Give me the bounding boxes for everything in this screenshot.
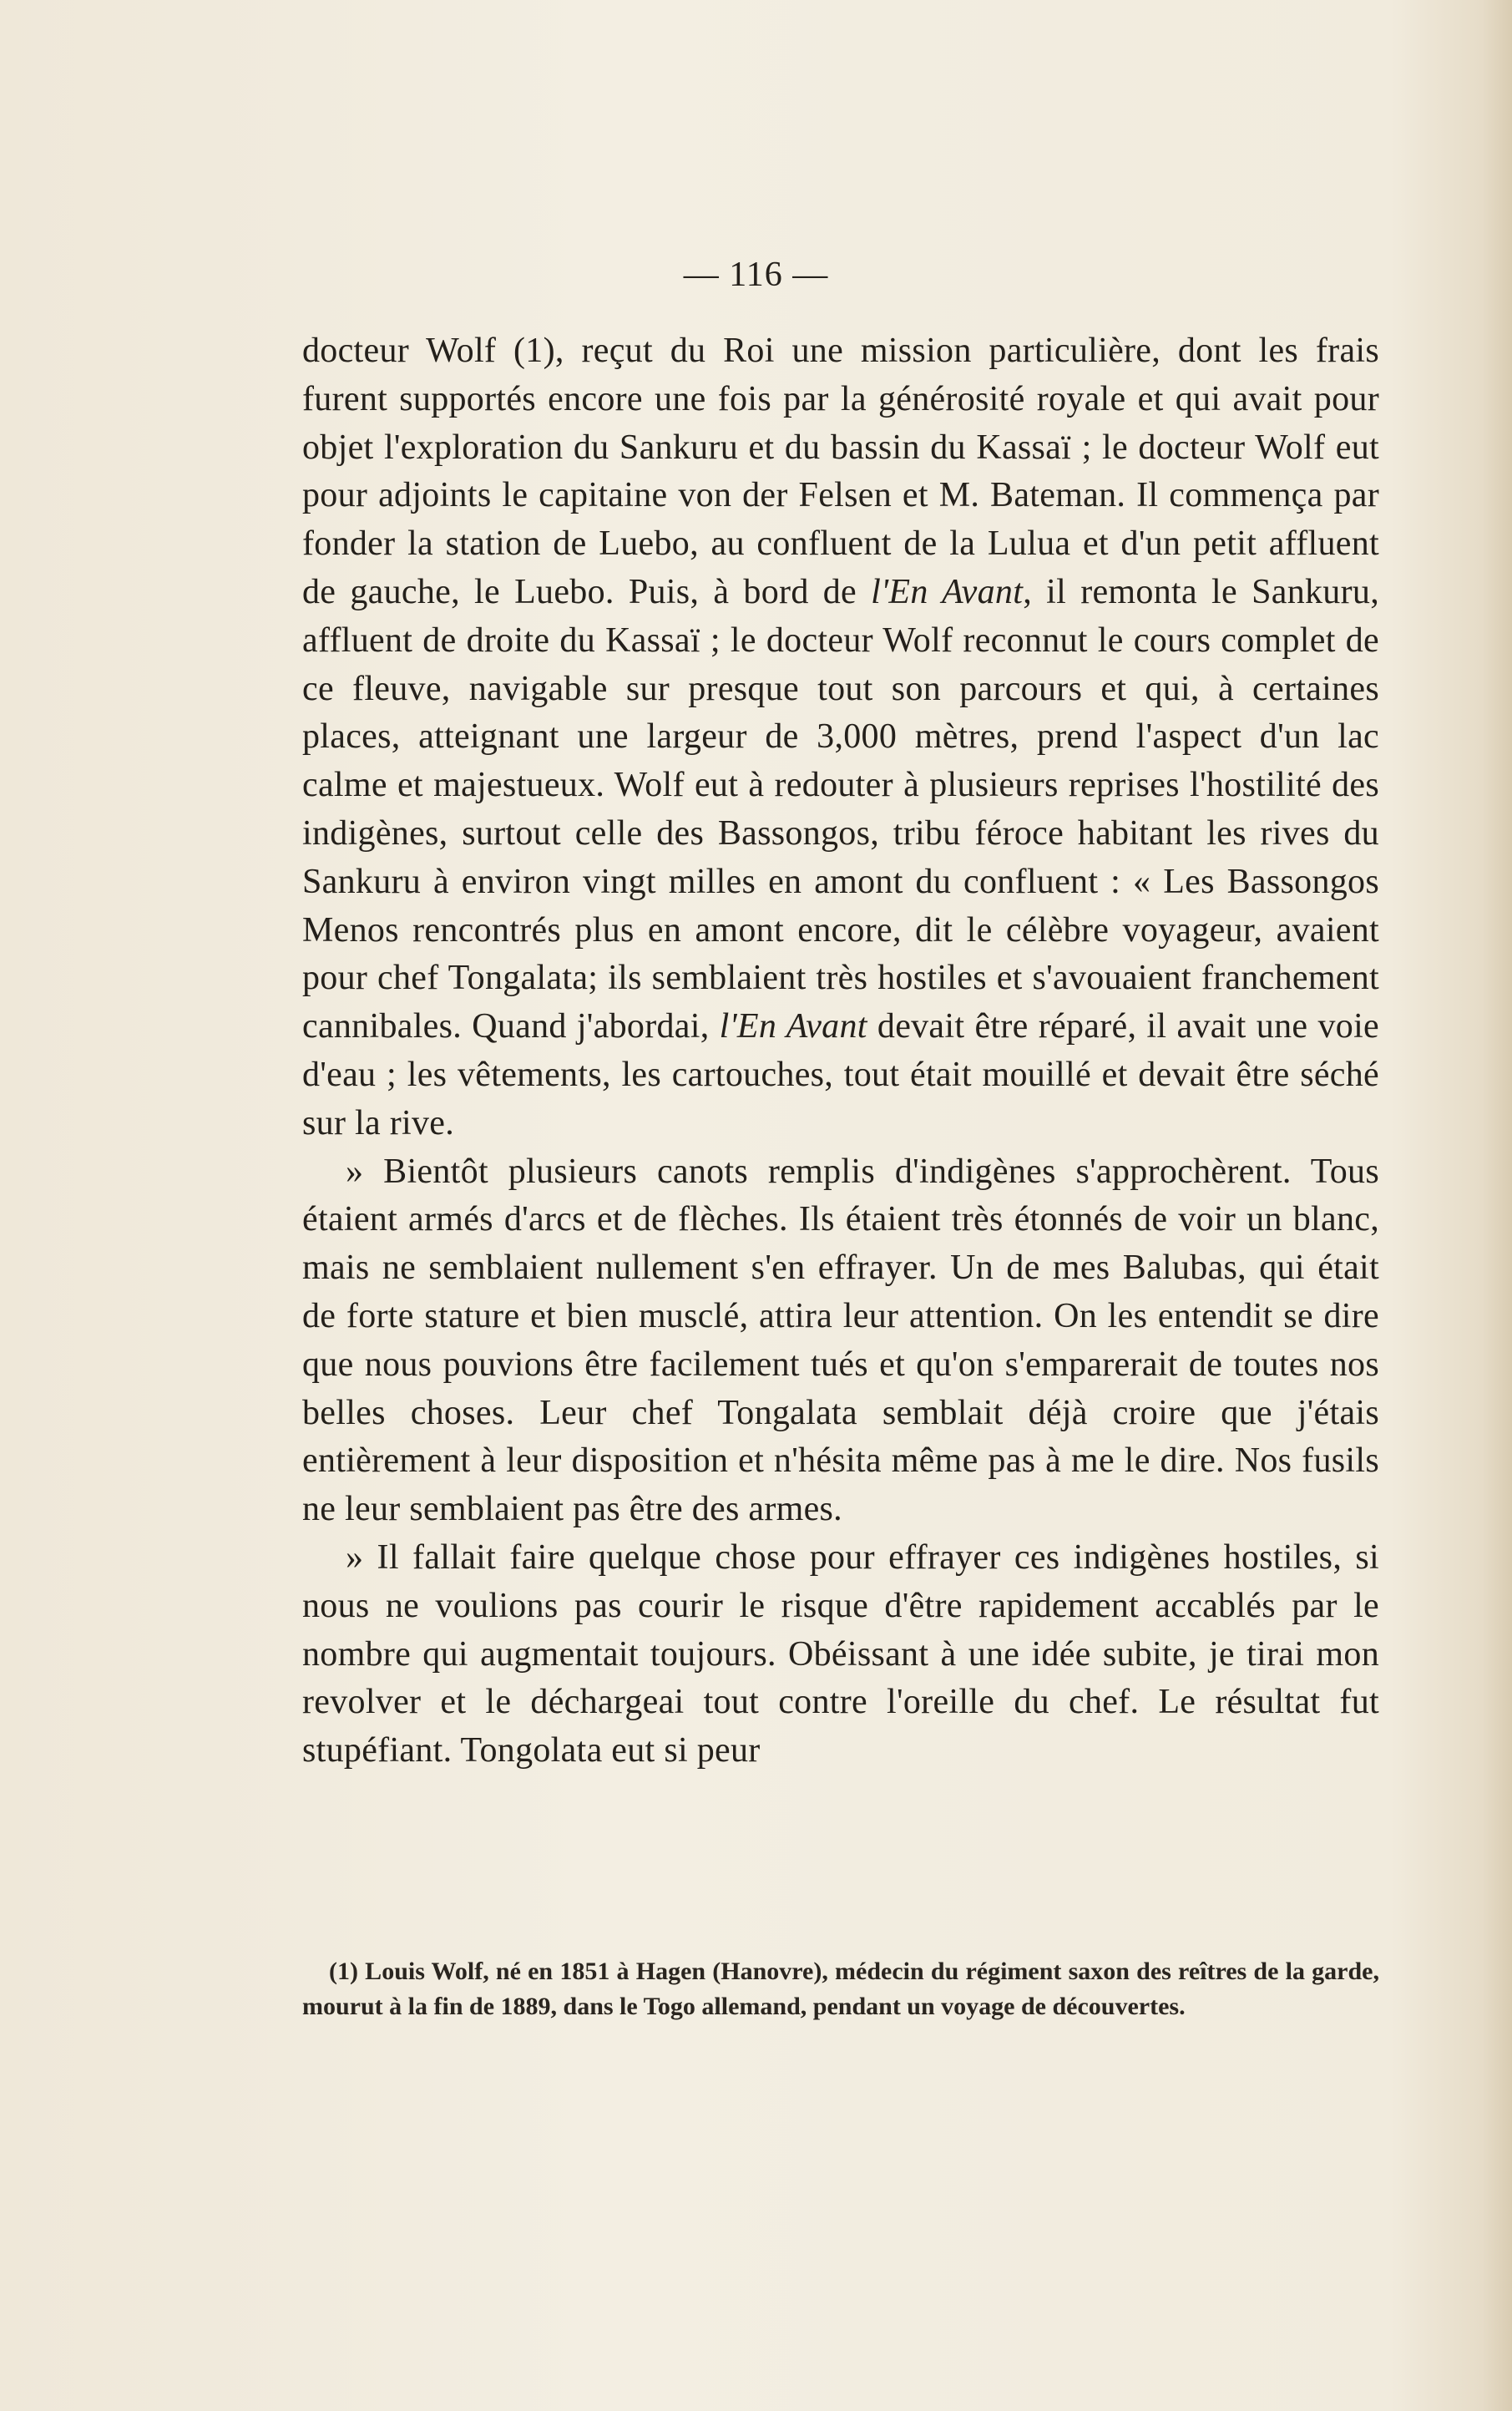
paragraph-1-part-c: devait être réparé, il avait une voie d'eau ; les vêtements, les cartouches, tout était mouillé et devait être séché sur la rive. [302, 1007, 1379, 1142]
footnotes [302, 1954, 1379, 2024]
ship-name-1: l'En Avant [871, 572, 1024, 611]
ship-name-2: l'En Avant [719, 1007, 867, 1046]
paragraph-1-part-b: , il remonta le Sankuru, affluent de droite du Kassaï ; le docteur Wolf reconnut le cours complet de ce fleuve, navigable sur presque tout son parcours et qui, à certaines places, atteignant une largeur de 3,000 mètres, prend l'aspect d'un lac calme et majestueux. Wolf eut à redouter à plusieurs reprises l'hostilité des indigènes, surtout celle des Bassongos, tribu féroce habitant les rives du Sankuru à environ vingt milles en amont du confluent : « Les Bassongos Menos rencontrés plus en amont encore, dit le célèbre voyageur, avaient pour chef Tongalata; ils semblaient très hostiles et s'avouaient franchement cannibales. Quand j'abordai, [302, 572, 1379, 1046]
paragraph-2: » Bientôt plusieurs canots remplis d'indigènes s'approchèrent. Tous étaient armés d'arcs et de flèches. Ils étaient très étonnés de voir un blanc, mais ne semblaient nullement s'en effrayer. Un de mes Balubas, qui était de forte stature et bien musclé, attira leur attention. On les entendit se dire que nous pouvions être facilement tués et qu'on s'emparerait de toutes nos belles choses. Leur chef Tongalata semblait déjà croire que j'étais entièrement à leur disposition et n'hésita même pas à me le dire. Nos fusils ne leur semblaient pas être des armes. [302, 1152, 1379, 1529]
main-text [302, 327, 1379, 1775]
page-number: — 116 — [683, 256, 829, 294]
paragraph-1-part-a: docteur Wolf (1), reçut du Roi une mission particulière, dont les frais furent supportés encore une fois par la générosité royale et qui avait pour objet l'exploration du Sankuru et du bassin du Kassaï ; le docteur Wolf eut pour adjoints le capitaine von der Felsen et M. Bateman. Il commença par fonder la station de Luebo, au confluent de la Lulua et d'un petit affluent de gauche, le Luebo. Puis, à bord de [302, 332, 1379, 611]
paragraph-3: » Il fallait faire quelque chose pour effrayer ces indigènes hostiles, si nous ne voulions pas courir le risque d'être rapidement accablés par le nombre qui augmentait toujours. Obéissant à une idée subite, je tirai mon revolver et le déchargeai tout contre l'oreille du chef. Le résultat fut stupéfiant. Tongolata eut si peur [302, 1537, 1379, 1770]
footnote-1: (1) Louis Wolf, né en 1851 à Hagen (Hanovre), médecin du régiment saxon des reîtres de la garde, mourut à la fin de 1889, dans le Togo allemand, pendant un voyage de découvertes. [302, 1958, 1379, 2020]
paragraph-1 [302, 327, 1379, 1148]
